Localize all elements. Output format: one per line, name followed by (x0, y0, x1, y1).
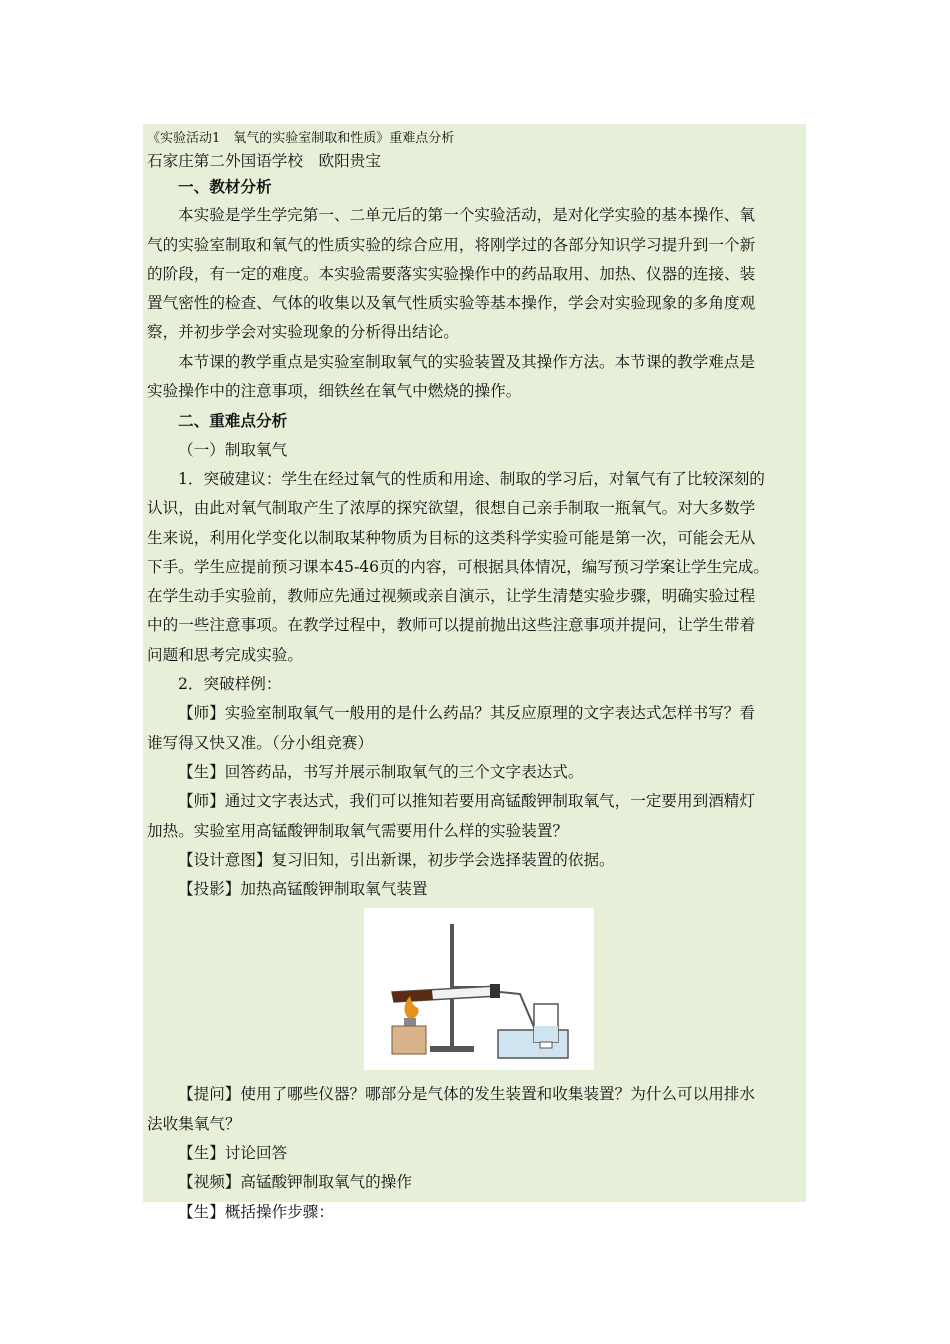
paragraph-line: 问题和思考完成实验。 (147, 645, 303, 664)
document-body (143, 124, 806, 1221)
alcohol-lamp (392, 1026, 426, 1054)
dialog-video: 【视频】高锰酸钾制取氧气的操作 (178, 1173, 412, 1192)
bottle-stand (540, 1042, 552, 1048)
section-heading-1: 一、教材分析 (178, 177, 272, 196)
paragraph-line: 本节课的教学重点是实验室制取氧气的实验装置及其操作方法。本节课的教学难点是 (178, 352, 755, 371)
paragraph-line: 加热。实验室用高锰酸钾制取氧气需要用什么样的实验装置？ (147, 821, 569, 840)
dialog-teacher-2 (147, 787, 802, 846)
paragraph-line: 【师】实验室制取氧气一般用的是什么药品？其反应原理的文字表达式怎样书写？看 (178, 704, 755, 723)
stopper (490, 984, 500, 998)
bottle-water (534, 1026, 558, 1042)
author-line: 石家庄第二外国语学校 欧阳贵宝 (147, 152, 381, 170)
paragraph-line: 认识，由此对氧气制取产生了浓厚的探究欲望，很想自己亲手制取一瓶氧气。对大多数学 (147, 499, 756, 518)
paragraph-line: 本实验是学生学完第一、二单元后的第一个实验活动，是对化学实验的基本操作、氧 (178, 206, 755, 225)
paragraph-line: 实验操作中的注意事项，细铁丝在氧气中燃烧的操作。 (147, 382, 522, 401)
paragraph-line: 在学生动手实验前，教师应先通过视频或亲自演示，让学生清楚实验步骤，明确实验过程 (147, 587, 756, 606)
paragraph-textbook-analysis (147, 201, 802, 347)
paragraph-line: 【师】通过文字表达式，我们可以推知若要用高锰酸钾制取氧气，一定要用到酒精灯 (178, 792, 755, 811)
apparatus-illustration (364, 908, 594, 1070)
figure-container (147, 904, 802, 1080)
dialog-student-3: 【生】概括操作步骤： (178, 1202, 334, 1221)
dialog-student-2: 【生】讨论回答 (178, 1144, 288, 1163)
lamp-wick (404, 1018, 416, 1026)
paragraph-line: 察，并初步学会对实验现象的分析得出结论。 (147, 323, 459, 342)
paragraph-line: 法收集氧气？ (147, 1114, 241, 1133)
tube-content (392, 990, 433, 1002)
dialog-question (147, 1080, 802, 1139)
dialog-design-intent: 【设计意图】复习旧知，引出新课，初步学会选择装置的依据。 (178, 850, 615, 869)
paragraph-suggestion (147, 465, 802, 670)
paragraph-line: 下手。学生应提前预习课本45-46页的内容，可根据具体情况，编写预习学案让学生完成。 (147, 557, 769, 576)
paragraph-line: 生来说，利用化学变化以制取某种物质为目标的这类科学实验可能是第一次，可能会无从 (147, 528, 756, 547)
document-title: 《实验活动1 氧气的实验室制取和性质》重难点分析 (147, 131, 455, 146)
dialog-teacher-1 (147, 699, 802, 758)
dialog-projection: 【投影】加热高锰酸钾制取氧气装置 (178, 880, 428, 899)
paragraph-example-heading: 2．突破样例： (178, 675, 282, 694)
paragraph-line: 的阶段，有一定的难度。本实验需要落实实验操作中的药品取用、加热、仪器的连接、装 (147, 264, 756, 283)
section-heading-2: 二、重难点分析 (178, 411, 288, 431)
paragraph-line: 谁写得又快又准。（分小组竞赛） (147, 733, 374, 752)
paragraph-line: 气的实验室制取和氧气的性质实验的综合应用，将刚学过的各部分知识学习提升到一个新 (147, 235, 756, 254)
paragraph-line: 1．突破建议：学生在经过氧气的性质和用途、制取的学习后，对氧气有了比较深刻的 (178, 469, 765, 488)
paragraph-line: 中的一些注意事项。在教学过程中，教师可以提前抛出这些注意事项并提问，让学生带着 (147, 616, 756, 635)
dialog-student-1: 【生】回答药品，书写并展示制取氧气的三个文字表达式。 (178, 762, 584, 781)
apparatus-figure (364, 908, 594, 1070)
paragraph-key-points (147, 348, 802, 407)
subsection-heading: （一）制取氧气 (178, 440, 288, 459)
paragraph-line: 【提问】使用了哪些仪器？哪部分是气体的发生装置和收集装置？为什么可以用排水 (178, 1085, 755, 1104)
paragraph-line: 置气密性的检查、气体的收集以及氧气性质实验等基本操作，学会对实验现象的多角度观 (147, 294, 756, 313)
